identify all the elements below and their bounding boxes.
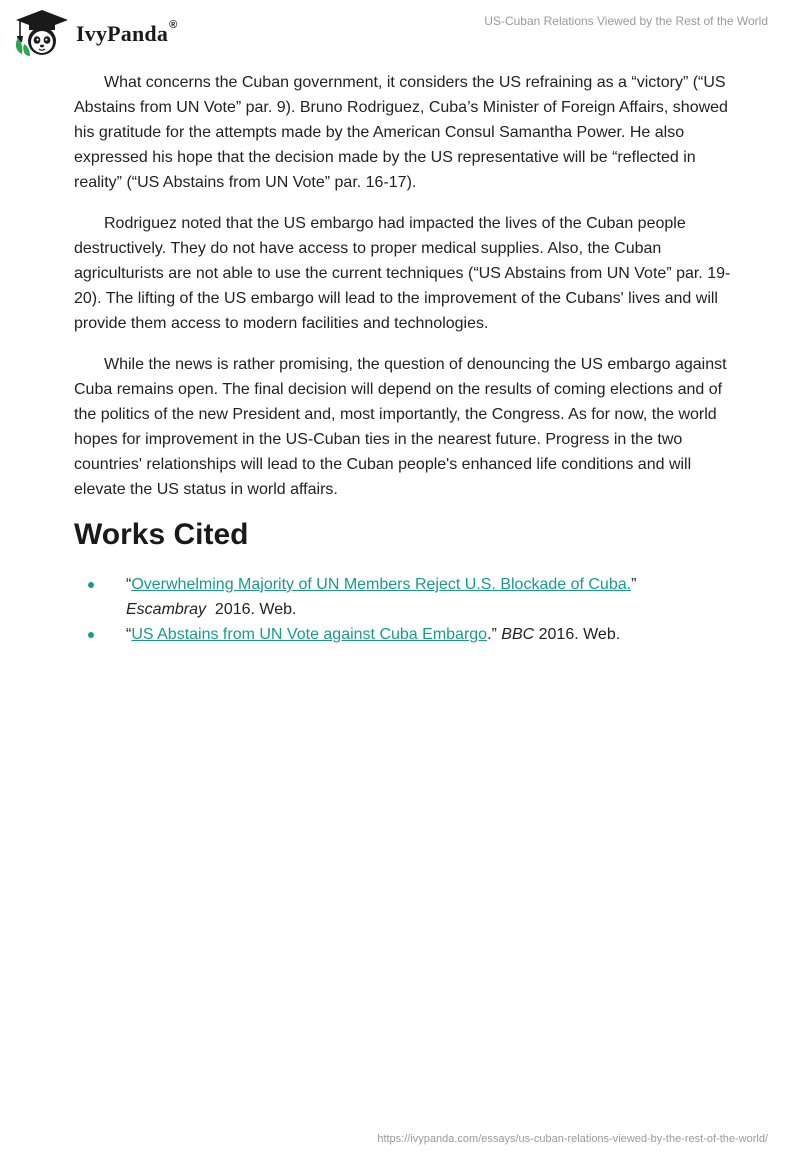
paragraph-1: What concerns the Cuban government, it considers the US refraining as a “victory” (“US Abstains from UN Vote” par. 9). Bruno Rodriguez, Cuba’s Minister of Foreign Affairs, showed his gratitude for the attempts made by the American Consul Samantha Power. He also expressed his hope that the decision made by the US representative will be “reflected in reality” (“US Abstains from UN Vote” par. 16-17). [74, 74, 728, 191]
works-cited-list [74, 572, 734, 647]
brand-name [76, 21, 177, 47]
citation-close-quote: ” [631, 576, 637, 593]
essay-content [74, 70, 734, 647]
citation-link[interactable]: US Abstains from UN Vote against Cuba Embargo [131, 626, 488, 643]
citation-item [74, 622, 734, 647]
bullet-icon [88, 632, 94, 638]
registered-mark: ® [169, 19, 178, 31]
citation-year: 2016. Web. [534, 626, 621, 643]
bullet-icon [88, 582, 94, 588]
citation-year: 2016. Web. [206, 601, 297, 618]
paragraph-2: Rodriguez noted that the US embargo had impacted the lives of the Cuban people destructively. They do not have access to proper medical supplies. Also, the Cuban agriculturists are not able to use the current techniques (“US Abstains from UN Vote” par. 19-20). The lifting of the US embargo will lead to the improvement of the Cubans' lives and will provide them access to modern facilities and technologies. [74, 215, 731, 332]
citation-open-quote: “ [126, 576, 132, 593]
citation-item [74, 572, 734, 622]
works-cited-heading: Works Cited [74, 518, 249, 551]
brand-name-text: IvyPanda [76, 21, 169, 46]
running-title: US-Cuban Relations Viewed by the Rest of the World [484, 14, 768, 28]
citation-source: BBC [501, 626, 535, 643]
panda-graduation-cap-icon [14, 8, 70, 58]
page-header [0, 0, 800, 70]
brand-logo[interactable] [14, 8, 177, 58]
paragraph-3: While the news is rather promising, the question of denouncing the US embargo against Cuba remains open. The final decision will depend on the results of coming elections and of the politics of the new President and, most importantly, the Congress. As for now, the world hopes for improvement in the US-Cuban ties in the nearest future. Progress in the two countries' relationships will lead to the Cuban people's enhanced life conditions and will elevate the US status in world affairs. [74, 356, 727, 498]
citation-source: Escambray [126, 601, 207, 618]
citation-close-quote: .” [487, 626, 502, 643]
footer-url[interactable]: https://ivypanda.com/essays/us-cuban-relations-viewed-by-the-rest-of-the-world/ [377, 1133, 768, 1145]
citation-open-quote: “ [126, 626, 132, 643]
citation-link[interactable]: Overwhelming Majority of UN Members Reject U.S. Blockade of Cuba. [131, 576, 632, 593]
